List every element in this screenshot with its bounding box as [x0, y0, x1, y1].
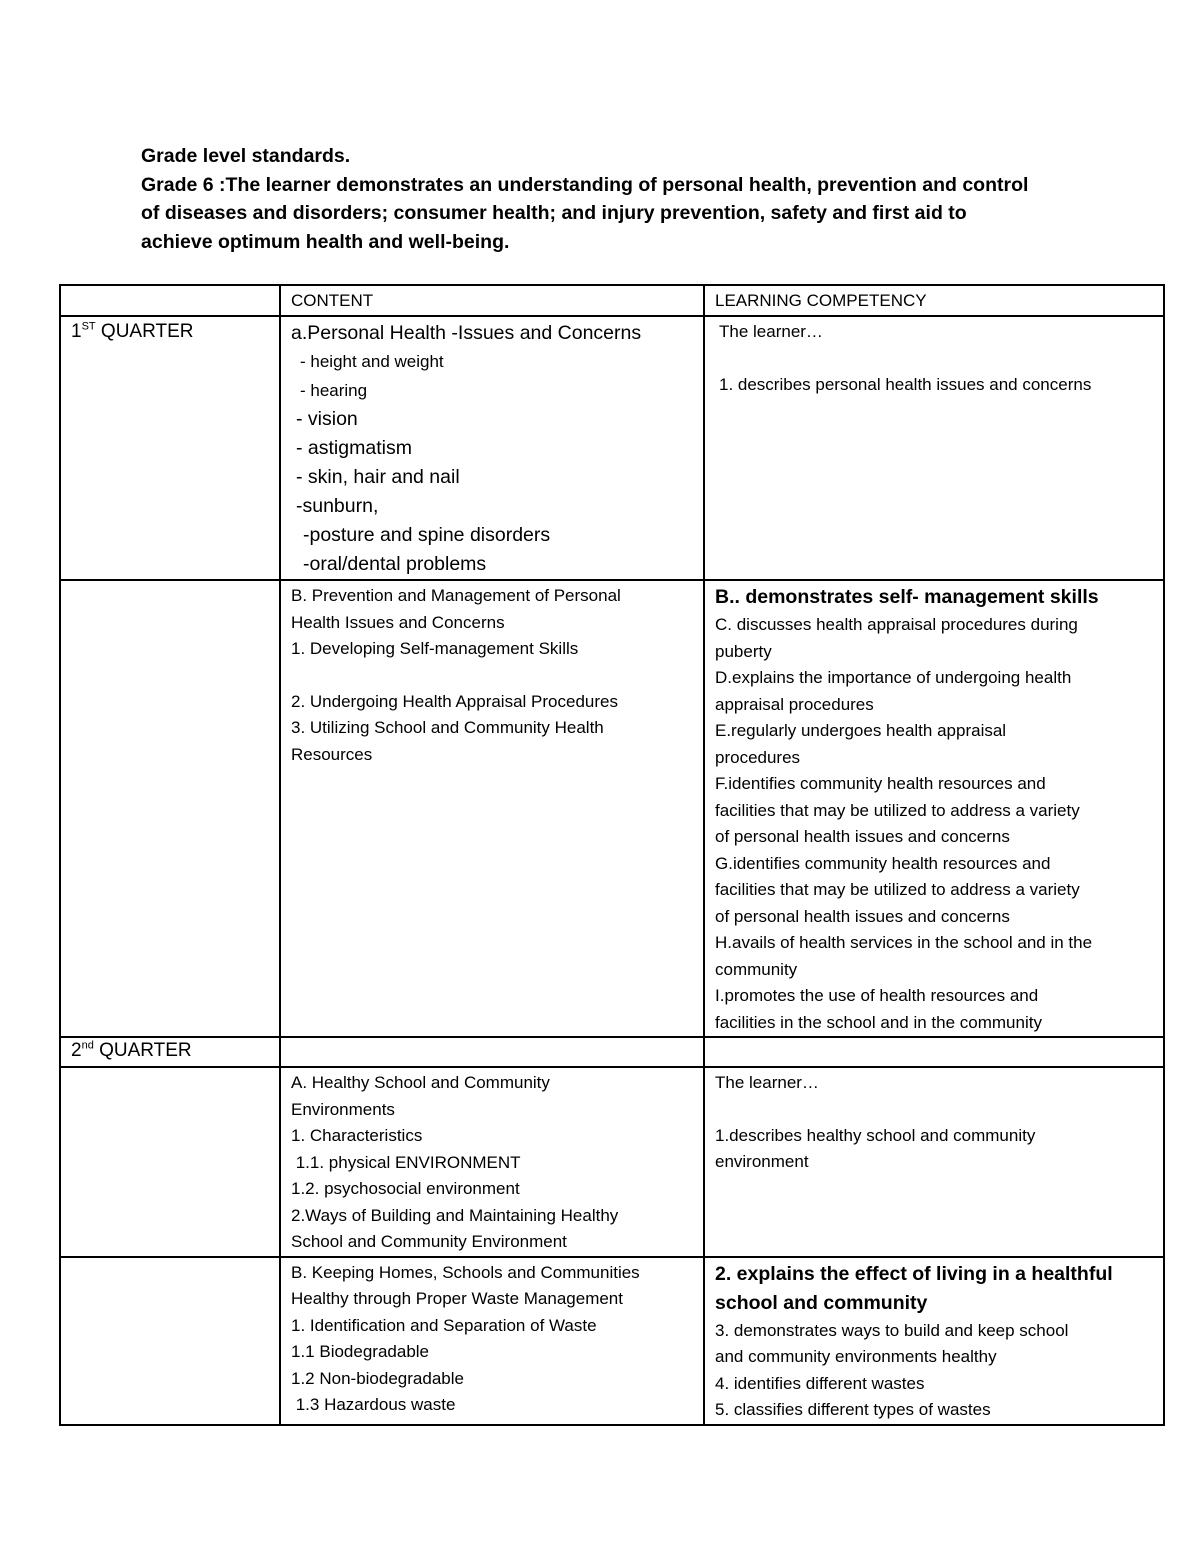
competency-cell-waste-management [704, 1257, 1164, 1425]
content-line: 2. Undergoing Health Appraisal Procedures [291, 691, 618, 711]
quarter-empty-cell [60, 580, 280, 1037]
competency-cell-prevention [704, 580, 1164, 1037]
competency-line: I.promotes the use of health resources and [715, 986, 1039, 1005]
content-line: 1.1 Biodegradable [291, 1342, 430, 1361]
content-line: B. Keeping Homes, Schools and Communities [291, 1262, 640, 1282]
header-quarter-cell [60, 285, 280, 316]
competency-line: G.identifies community health resources and [715, 853, 1051, 873]
spacer [715, 1097, 1154, 1123]
content-line: Healthy through Proper Waste Management [291, 1289, 623, 1308]
standards-text-line-1: Grade 6 :The learner demonstrates an understanding of personal health, prevention and control [141, 173, 1029, 196]
grade-level-standards [141, 142, 1081, 256]
quarter-empty-cell [60, 1257, 280, 1425]
competency-heading: B.. demonstrates self- management skills [715, 586, 1099, 608]
content-line: 1. Developing Self-management Skills [291, 639, 579, 658]
competency-line: appraisal procedures [715, 694, 874, 714]
competency-line: puberty [715, 641, 772, 661]
competency-line: environment [715, 1152, 809, 1171]
content-line: Health Issues and Concerns [291, 612, 505, 632]
content-title: a.Personal Health -Issues and Concerns [291, 322, 642, 344]
content-cell-waste-management [280, 1257, 704, 1425]
list-item: - astigmatism [296, 437, 412, 459]
competency-line: of personal health issues and concerns [715, 827, 1010, 846]
list-item: - height and weight [300, 352, 444, 371]
list-item: -sunburn, [296, 495, 379, 517]
competency-cell-personal-health [704, 316, 1164, 580]
header-competency-cell: LEARNING COMPETENCY [704, 285, 1164, 316]
quarter-number: 2 [71, 1040, 82, 1061]
list-item: -posture and spine disorders [303, 524, 551, 546]
competency-line: 4. identifies different wastes [715, 1373, 925, 1393]
content-line: B. Prevention and Management of Personal [291, 586, 621, 605]
table-row [60, 316, 1164, 580]
content-line: A. Healthy School and Community [291, 1073, 550, 1092]
standards-heading: Grade level standards. [141, 145, 351, 167]
standards-text-line-3: achieve optimum health and well-being. [141, 230, 510, 253]
header-content-cell: CONTENT [280, 285, 704, 316]
competency-heading: school and community [715, 1291, 928, 1314]
content-line: 1.3 Hazardous waste [291, 1395, 456, 1414]
competency-line: facilities that may be utilized to address a variety [715, 880, 1080, 899]
table-row [60, 1257, 1164, 1425]
list-item: -oral/dental problems [303, 553, 487, 575]
curriculum-guide-table [59, 284, 1165, 1426]
competency-line: H.avails of health services in the school and in the [715, 933, 1093, 952]
content-cell-prevention [280, 580, 704, 1037]
competency-cell-healthy-environments [704, 1067, 1164, 1257]
competency-item: 1. describes personal health issues and concerns [719, 374, 1092, 394]
content-line: School and Community Environment [291, 1232, 567, 1251]
spacer [715, 346, 1154, 372]
content-cell-healthy-environments [280, 1067, 704, 1257]
competency-line: E.regularly undergoes health appraisal [715, 721, 1007, 740]
competency-line: D.explains the importance of undergoing health [715, 668, 1072, 687]
learner-intro: The learner… [715, 1073, 819, 1092]
learner-intro: The learner… [719, 322, 823, 341]
quarter-label-2nd [60, 1037, 280, 1067]
competency-line: F.identifies community health resources and [715, 774, 1046, 793]
quarter-suffix: nd [81, 1039, 94, 1052]
content-line: 1. Identification and Separation of Waste [291, 1315, 597, 1335]
competency-line: facilities that may be utilized to address a variety [715, 800, 1080, 820]
quarter-suffix: ST [81, 320, 96, 333]
competency-line: community [715, 959, 798, 979]
competency-line: facilities in the school and in the community [715, 1012, 1042, 1032]
quarter-word: QUARTER [95, 321, 194, 342]
content-line: Environments [291, 1099, 395, 1119]
content-line: 2.Ways of Building and Maintaining Healthy [291, 1205, 619, 1225]
competency-heading: 2. explains the effect of living in a healthful [715, 1262, 1113, 1285]
spacer [291, 663, 694, 689]
table-row [60, 1067, 1164, 1257]
competency-line: 3. demonstrates ways to build and keep school [715, 1320, 1069, 1340]
list-item: - skin, hair and nail [296, 466, 460, 488]
list-item: - hearing [300, 380, 368, 400]
competency-line: 5. classifies different types of wastes [715, 1400, 991, 1419]
competency-line: procedures [715, 747, 801, 767]
content-line: 1.2. psychosocial environment [291, 1179, 520, 1198]
empty-cell [704, 1037, 1164, 1067]
table-row [60, 1037, 1164, 1067]
competency-line: C. discusses health appraisal procedures during [715, 615, 1078, 634]
competency-line: 1.describes healthy school and community [715, 1125, 1036, 1145]
table-row [60, 580, 1164, 1037]
content-line: 1.2 Non-biodegradable [291, 1368, 464, 1388]
competency-line: and community environments healthy [715, 1347, 997, 1366]
quarter-number: 1 [71, 321, 82, 342]
competency-line: of personal health issues and concerns [715, 906, 1010, 926]
content-line: 3. Utilizing School and Community Health [291, 718, 604, 737]
content-line: Resources [291, 744, 373, 764]
quarter-label-1st [60, 316, 280, 580]
content-line: 1. Characteristics [291, 1126, 423, 1145]
table-header-row [60, 285, 1164, 316]
quarter-empty-cell [60, 1067, 280, 1257]
content-line: 1.1. physical ENVIRONMENT [291, 1152, 521, 1172]
list-item: - vision [296, 408, 358, 430]
standards-text-line-2: of diseases and disorders; consumer health; and injury prevention, safety and first aid to [141, 202, 967, 224]
content-cell-personal-health [280, 316, 704, 580]
quarter-word: QUARTER [93, 1040, 192, 1061]
empty-cell [280, 1037, 704, 1067]
